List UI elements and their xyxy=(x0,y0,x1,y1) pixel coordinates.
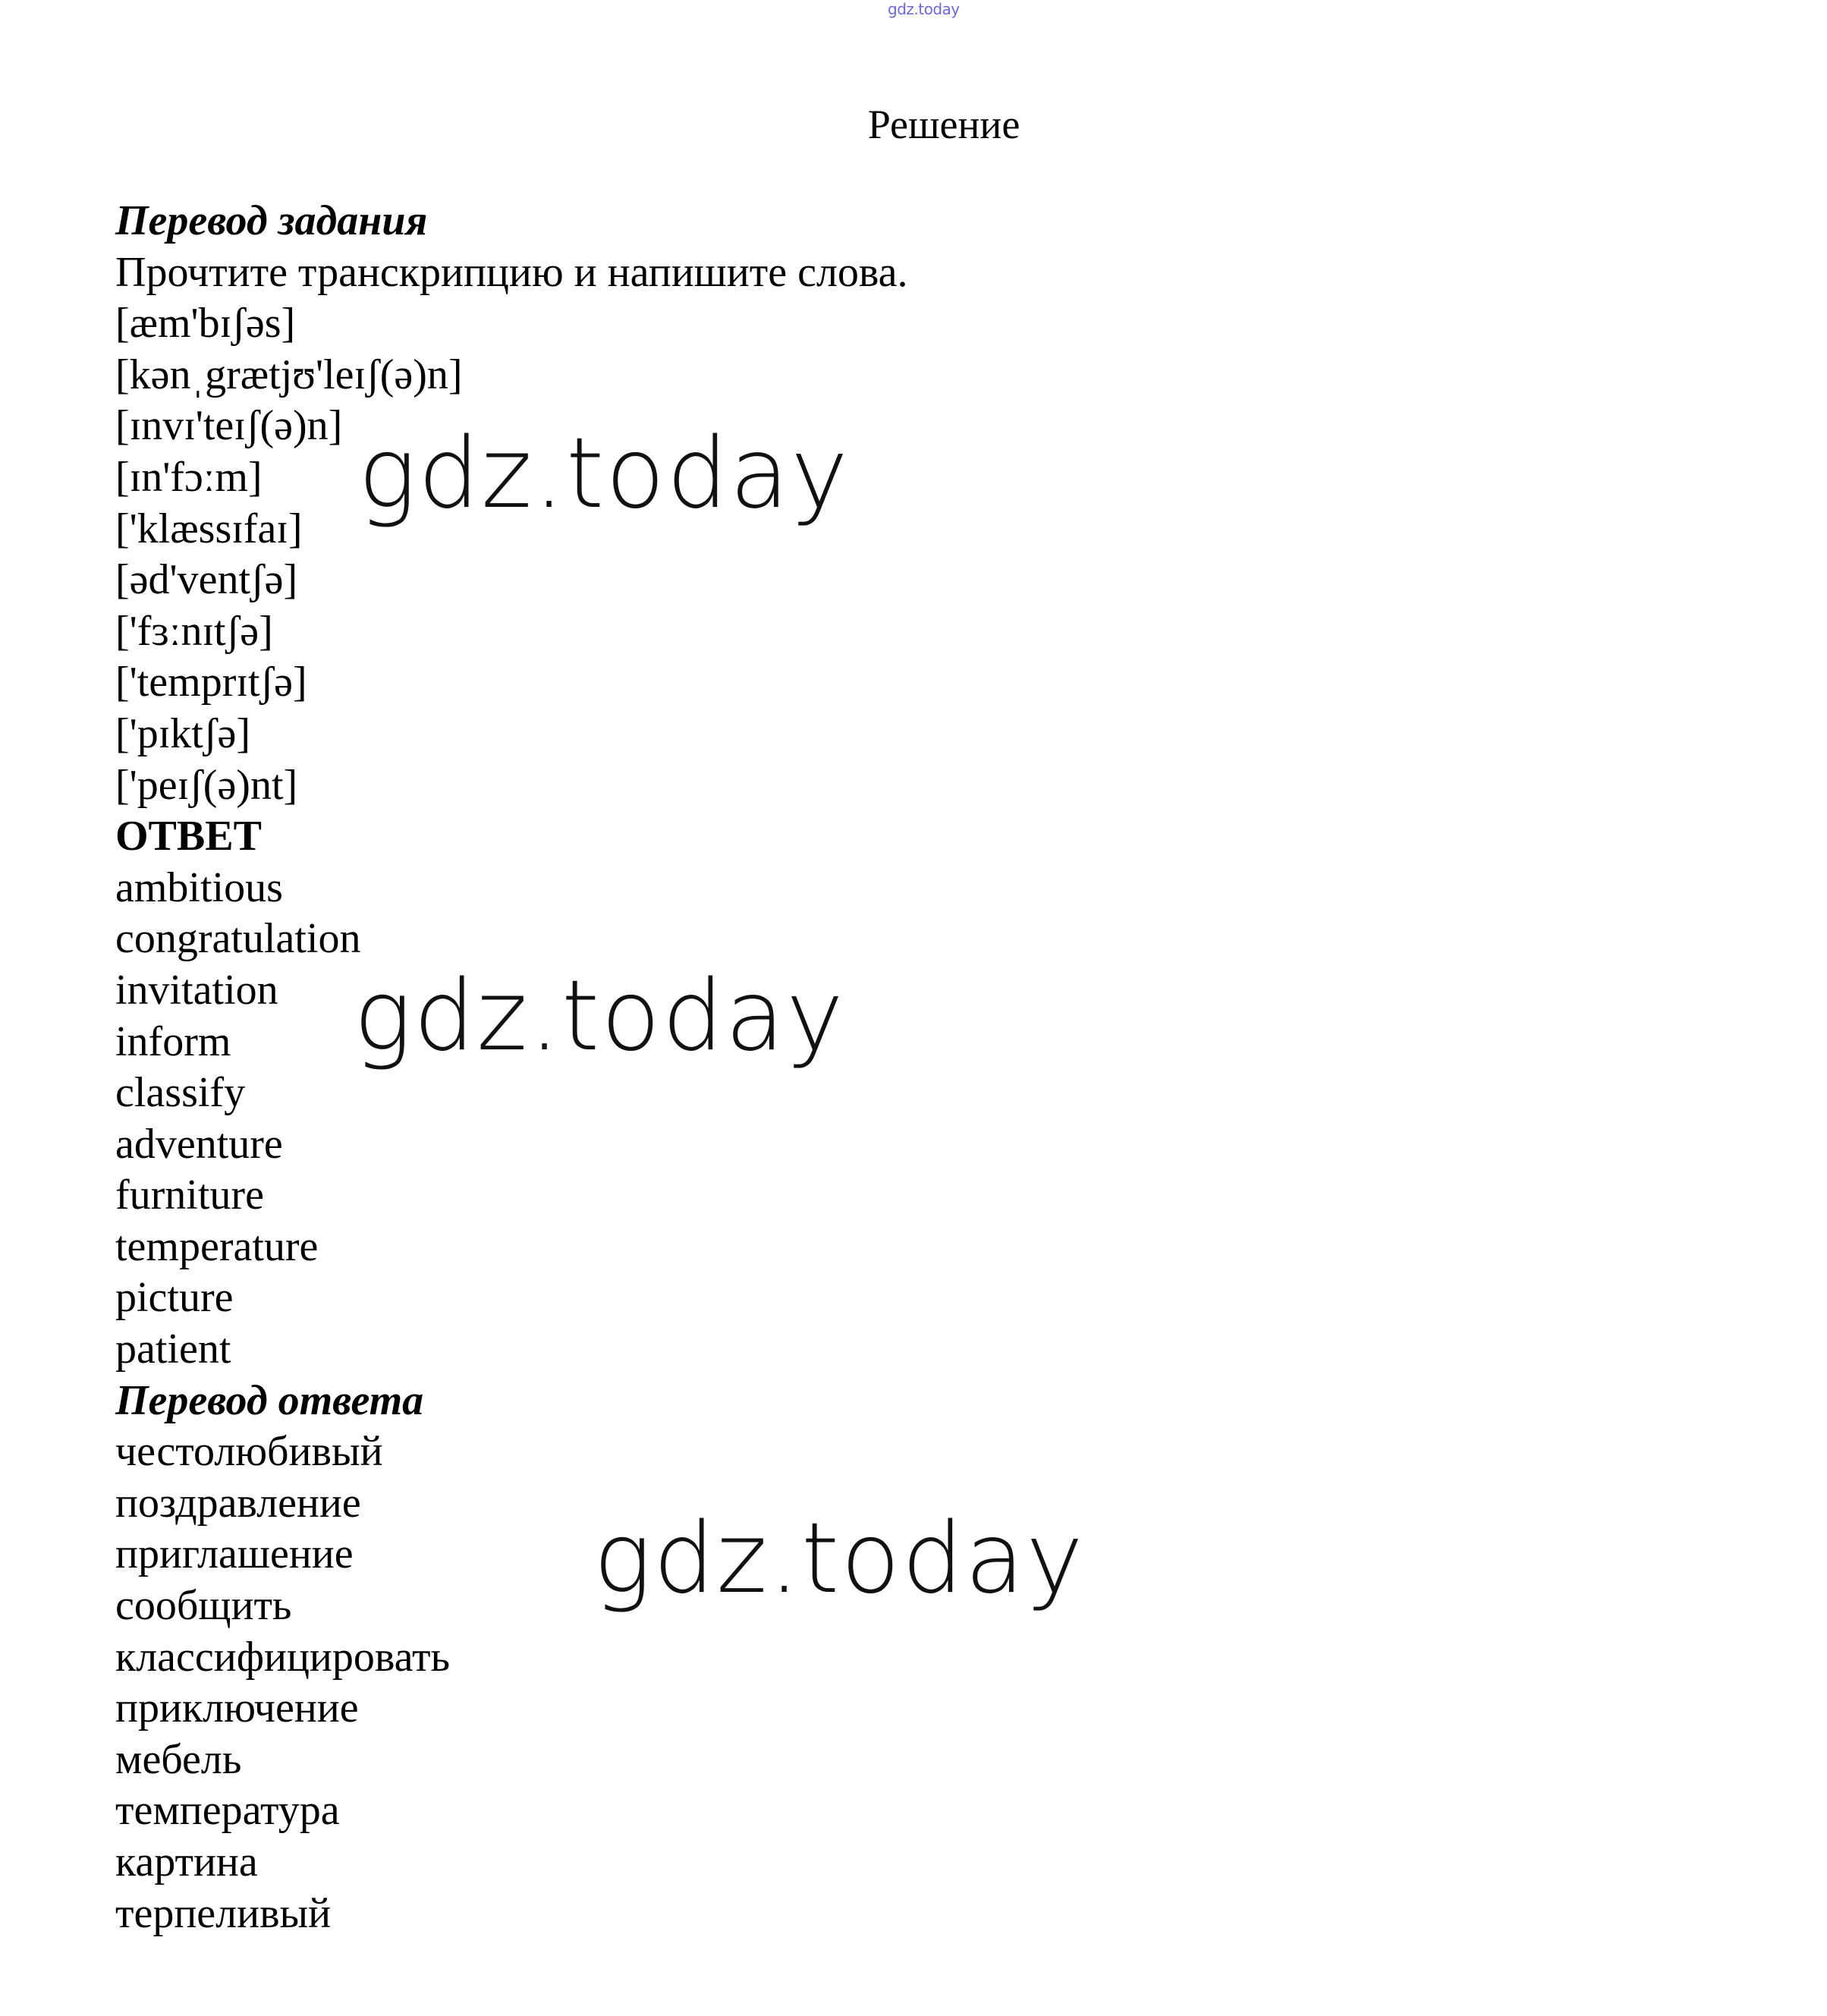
answer-word: furniture xyxy=(115,1172,264,1219)
answer-word: inform xyxy=(115,1017,231,1065)
transcription-item: ['temprɪtʃə] xyxy=(115,659,307,706)
transcription-item: ['fɜːnɪtʃə] xyxy=(115,607,273,655)
answer-word: ambitious xyxy=(115,863,283,911)
transcription-item: ['klæssɪfaɪ] xyxy=(115,505,303,552)
transcription-item: ['pɪktʃə] xyxy=(115,709,251,757)
transcription-item: [ɪnvɪ'teɪʃ(ə)n] xyxy=(115,402,343,450)
answer-word: adventure xyxy=(115,1120,283,1168)
answer-word: congratulation xyxy=(115,915,361,963)
transcription-item: [æm'bɪʃəs] xyxy=(115,300,296,348)
translation-word: поздравление xyxy=(115,1479,361,1527)
transcription-item: ['peɪʃ(ə)nt] xyxy=(115,761,298,809)
translation-word: приглашение xyxy=(115,1530,354,1578)
task-instruction: Прочтите транскрипцию и напишите слова. xyxy=(115,248,908,296)
answer-word: picture xyxy=(115,1274,234,1322)
answer-word: invitation xyxy=(115,966,278,1014)
transcription-item: [kənˌgrætjʊ'leɪʃ(ə)n] xyxy=(115,351,463,398)
transcription-item: [ɪn'fɔːm] xyxy=(115,453,263,501)
page-title: Решение xyxy=(867,102,1020,147)
watermark: gdz.today xyxy=(358,417,850,530)
translation-word: картина xyxy=(115,1838,258,1885)
site-mark: gdz.today xyxy=(888,0,960,18)
translation-word: терпеливый xyxy=(115,1889,332,1937)
translation-word: приключение xyxy=(115,1684,359,1732)
task-heading: Перевод задания xyxy=(115,197,428,244)
watermark: gdz.today xyxy=(593,1502,1085,1615)
translation-word: температура xyxy=(115,1787,340,1835)
translation-word: сообщить xyxy=(115,1582,292,1630)
answer-word: classify xyxy=(115,1069,246,1117)
answer-heading: ОТВЕТ xyxy=(115,813,262,860)
translation-word: мебель xyxy=(115,1735,242,1783)
translation-word: классифицировать xyxy=(115,1633,450,1681)
translation-word: честолюбивый xyxy=(115,1428,383,1476)
answer-word: patient xyxy=(115,1326,231,1373)
watermark: gdz.today xyxy=(354,960,845,1073)
answer-word: temperature xyxy=(115,1222,319,1270)
answer-translation-heading: Перевод ответа xyxy=(115,1376,424,1424)
transcription-item: [əd'ventʃə] xyxy=(115,556,298,604)
